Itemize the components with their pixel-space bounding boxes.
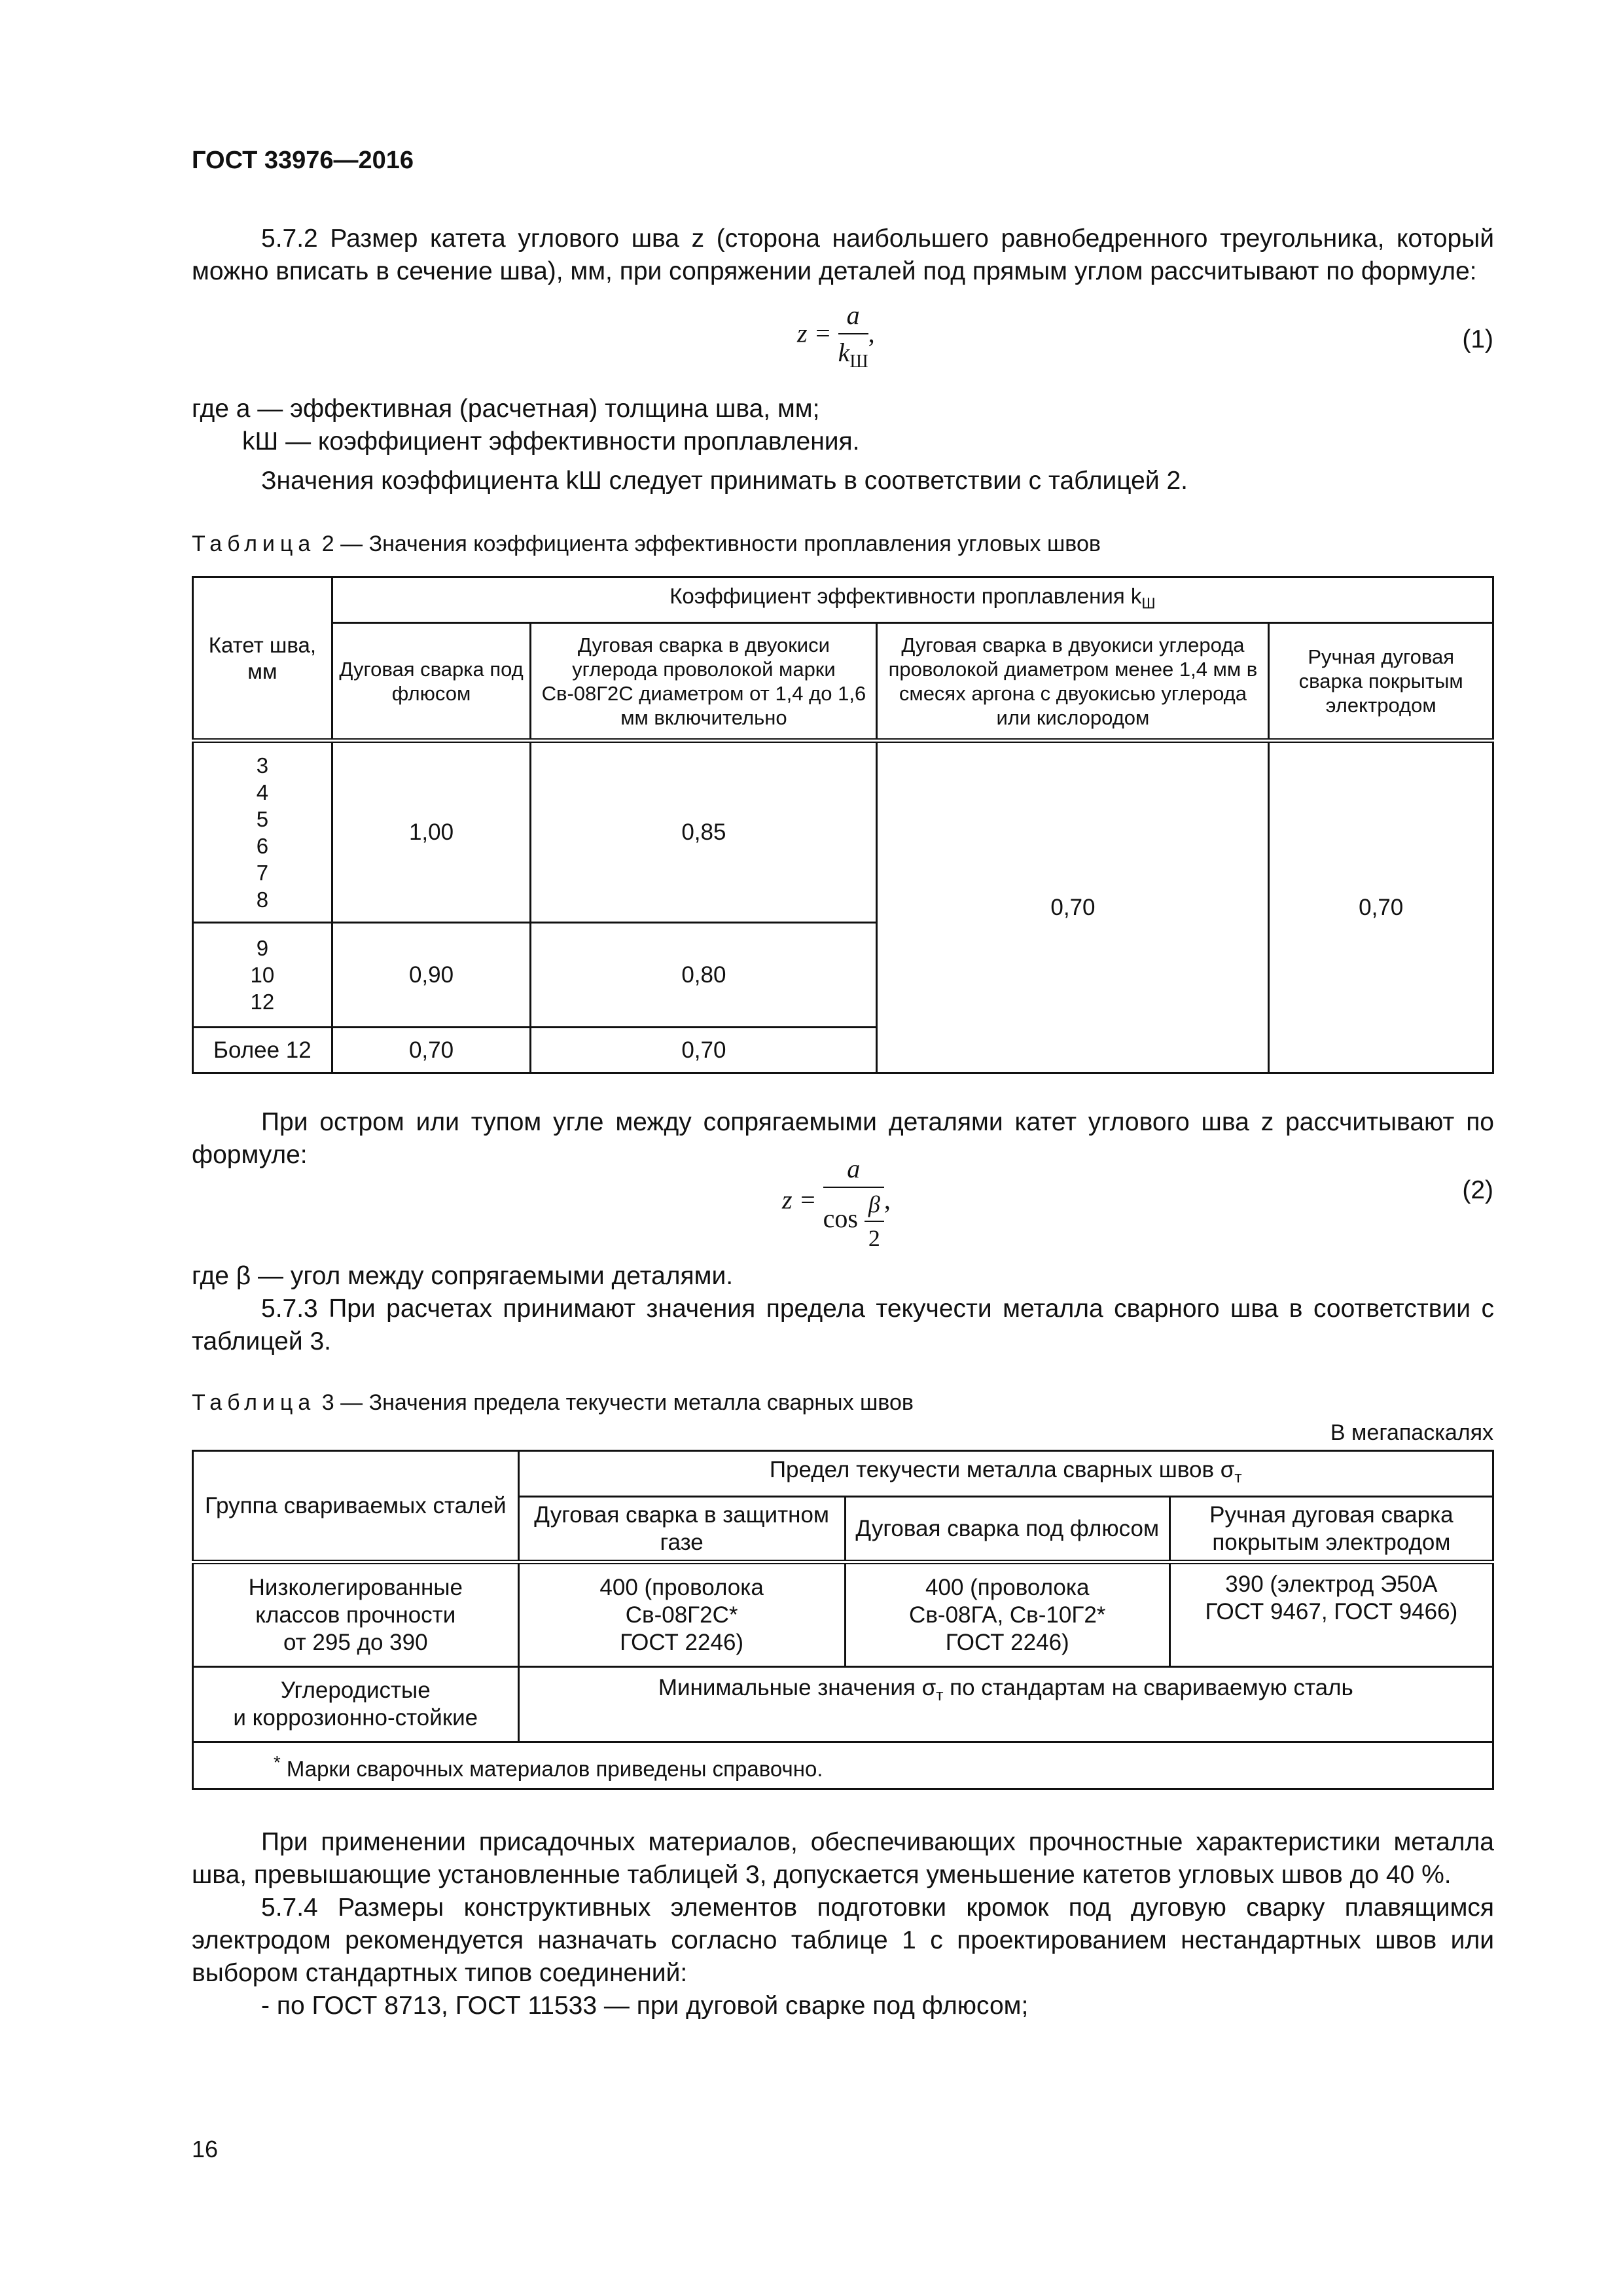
cell-line: 390 (электрод Э50А <box>1225 1571 1438 1597</box>
formula-1 <box>797 300 875 372</box>
table2-col-co2-sv08g2s: Дуговая сварка в двуокиси углерода проволокой марки Св-08Г2С диаметром от 1,4 до 1,6 мм включительно <box>531 623 877 741</box>
formula-1-fraction <box>838 300 868 372</box>
table2-row-katet <box>193 923 332 1028</box>
section-5-7-2-text <box>192 223 1494 288</box>
katet-value: 12 <box>250 990 275 1014</box>
table3-group-header-text: Предел текучести металла сварных швов σ <box>769 1456 1235 1482</box>
katet-value: 10 <box>250 963 275 987</box>
table2-merged-manual: 0,70 <box>1269 741 1493 1073</box>
table3-row1-group <box>193 1562 519 1667</box>
cell-line: Низколегированные <box>248 1574 463 1600</box>
section-5-7-2-sentence: 5.7.2 Размер катета углового шва z (сторона наибольшего равнобедренного треугольника, который можно вписать в сечение шва), мм, при сопряжении деталей под прямым углом рассчитывают по формуле: <box>192 224 1494 285</box>
table3-row1-shield-gas <box>518 1562 845 1667</box>
cell-line: от 295 до 390 <box>283 1629 428 1655</box>
table2-header-katet: Катет шва, мм <box>193 577 332 741</box>
angle-paragraph: При остром или тупом угле между сопрягаемыми деталями катет углового шва z рассчитывают по формуле: <box>192 1108 1494 1169</box>
cell-line: 400 (проволока <box>599 1574 764 1600</box>
cell-sub: т <box>936 1687 944 1704</box>
cell-line: ГОСТ 2246) <box>945 1629 1069 1655</box>
formula-2-cos: cos <box>823 1204 858 1234</box>
table2-cell: 1,00 <box>332 741 531 923</box>
formula-1-den-sub: Ш <box>849 351 868 372</box>
formula-1-tail: , <box>868 318 875 348</box>
table3-row2-group <box>193 1667 519 1742</box>
formula-2-two: 2 <box>868 1225 880 1251</box>
table3-row2-merged <box>518 1667 1493 1742</box>
where-k: kШ — коэффициент эффективности проплавления. <box>242 427 860 456</box>
table3-col-shield-gas: Дуговая сварка в защитном газе <box>518 1497 845 1562</box>
table2 <box>192 576 1494 1074</box>
cell-line: Св-08ГА, Св-10Г2* <box>909 1602 1106 1628</box>
table2-caption-label: Таблица <box>192 531 316 556</box>
katet-value: 6 <box>256 833 269 858</box>
katet-value: 9 <box>256 936 269 960</box>
formula-2-denominator <box>823 1188 884 1252</box>
table2-group-header-sub: Ш <box>1141 594 1156 612</box>
list-item: - по ГОСТ 8713, ГОСТ 11533 — при дуговой сварке под флюсом; <box>261 1992 1029 2020</box>
formula-1-den-k: k <box>838 338 850 367</box>
table2-cell: 0,70 <box>531 1028 877 1073</box>
table2-row-katet: Более 12 <box>193 1028 332 1073</box>
cell-line: ГОСТ 2246) <box>620 1629 744 1655</box>
katet-value: 3 <box>256 753 269 778</box>
katet-value: 7 <box>256 860 269 885</box>
formula-2-fraction <box>823 1153 884 1252</box>
cell-line: Углеродистые <box>280 1677 431 1703</box>
table2-col-co2-argon: Дуговая сварка в двуокиси углерода проволокой диаметром менее 1,4 мм в смесях аргона с двуокисью углерода или кислородом <box>877 623 1269 741</box>
formula-2-number: (2) <box>1462 1176 1493 1204</box>
formula-1-denominator <box>838 334 868 372</box>
formula-2-beta: β <box>865 1191 884 1222</box>
table3-row1-manual <box>1169 1562 1493 1667</box>
table2-group-header-text: Коэффициент эффективности проплавления k <box>669 584 1142 609</box>
filler-paragraph: При применении присадочных материалов, обеспечивающих прочностные характеристики металла шва, превышающие установленные таблицей 3, допускается уменьшение катетов угловых швов до 40 %. <box>192 1828 1494 1889</box>
page-number: 16 <box>192 2136 219 2162</box>
formula-2 <box>782 1153 891 1252</box>
table2-caption <box>192 531 1101 557</box>
formula-1-lhs: z = <box>797 318 832 348</box>
cell-line: ГОСТ 9467, ГОСТ 9466) <box>1205 1599 1458 1624</box>
section-5-7-3-text: 5.7.3 При расчетах принимают значения предела текучести металла сварного шва в соответствии с таблицей 3. <box>192 1295 1494 1355</box>
footnote-mark: * <box>274 1751 281 1772</box>
formula-2-half-beta <box>865 1191 884 1252</box>
table3-group-header-sub: т <box>1234 1468 1242 1486</box>
table2-row-katet <box>193 741 332 923</box>
cell-line: и коррозионно-стойкие <box>233 1705 478 1731</box>
table3-row1-flux <box>845 1562 1169 1667</box>
table3-caption-label: Таблица <box>192 1390 316 1415</box>
formula-1-number: (1) <box>1462 325 1493 353</box>
footnote-text: Марки сварочных материалов приведены справочно. <box>286 1756 823 1781</box>
table3-col-manual: Ручная дуговая сварка покрытым электродом <box>1169 1497 1493 1562</box>
document-header: ГОСТ 33976—2016 <box>192 147 414 174</box>
table3-header-group: Группа свариваемых сталей <box>193 1451 519 1562</box>
formula-2-numerator: a <box>823 1153 884 1188</box>
cell-text: по стандартам на свариваемую сталь <box>943 1675 1353 1700</box>
katet-value: 5 <box>256 806 269 831</box>
table2-group-header <box>332 577 1493 623</box>
table2-col-manual: Ручная дуговая сварка покрытым электродом <box>1269 623 1493 741</box>
cell-line: 400 (проволока <box>925 1574 1090 1600</box>
table2-cell: 0,90 <box>332 923 531 1028</box>
table2-caption-text: 2 — Значения коэффициента эффективности проплавления угловых швов <box>321 531 1101 556</box>
where-a: где a — эффективная (расчетная) толщина шва, мм; <box>192 395 820 423</box>
cell-line: классов прочности <box>255 1602 456 1628</box>
katet-value: 8 <box>256 887 269 912</box>
formula-2-lhs: z = <box>782 1185 817 1215</box>
section-5-7-4-text: 5.7.4 Размеры конструктивных элементов подготовки кромок под дуговую сварку плавящимся электродом рекомендуется назначать согласно таблице 1 с проектированием нестандартных швов или выбором стандартных типов соединений: <box>192 1893 1494 1987</box>
table3-units: В мегапаскалях <box>1330 1420 1493 1445</box>
formula-1-numerator: a <box>838 300 868 334</box>
table3-caption-text: 3 — Значения предела текучести металла сварных швов <box>321 1390 914 1415</box>
table3-caption <box>192 1390 914 1416</box>
katet-value: 4 <box>256 780 269 804</box>
table3-col-flux: Дуговая сварка под флюсом <box>845 1497 1169 1562</box>
table2-merged-co2-argon: 0,70 <box>877 741 1269 1073</box>
table2-cell: 0,70 <box>332 1028 531 1073</box>
table2-cell: 0,80 <box>531 923 877 1028</box>
cell-line: Св-08Г2С* <box>625 1602 738 1628</box>
table2-cell: 0,85 <box>531 741 877 923</box>
table3 <box>192 1450 1494 1790</box>
table3-footnote <box>193 1742 1493 1789</box>
table3-group-header <box>518 1451 1493 1497</box>
formula-2-tail: , <box>883 1185 891 1215</box>
table2-col-flux: Дуговая сварка под флюсом <box>332 623 531 741</box>
table2-reference-note: Значения коэффициента kШ следует принимать в соответствии с таблицей 2. <box>261 467 1188 495</box>
cell-text: Минимальные значения σ <box>658 1675 936 1700</box>
where-beta: где β — угол между сопрягаемыми деталями. <box>192 1262 734 1290</box>
